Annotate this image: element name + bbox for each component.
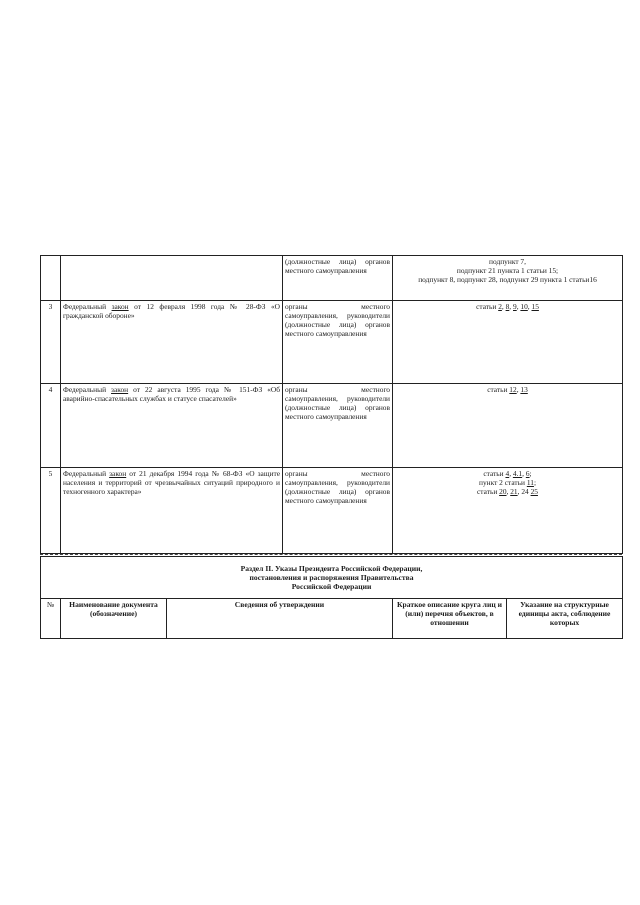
document-name	[61, 301, 283, 384]
document-name	[61, 256, 283, 301]
article-link[interactable]: 9	[513, 302, 517, 311]
structural-units	[393, 468, 623, 554]
ref-line: подпункт 21 пункта 1 статьи 15;	[456, 266, 559, 275]
section-title-line: постановления и распоряжения Правительства	[249, 573, 414, 582]
ref-line: подпункт 7,	[489, 257, 526, 266]
document-name	[61, 384, 283, 468]
header-approval: Сведения об утверждении	[167, 599, 393, 639]
document-name	[61, 468, 283, 554]
header-units: Указание на структурные единицы акта, соблюдение которых	[507, 599, 623, 639]
header-number: №	[41, 599, 61, 639]
structural-units	[393, 256, 623, 301]
section-title-line: Российской Федерации	[291, 582, 372, 591]
subject-description: органы местного самоуправления, руководители (должностные лица) органов местного самоуправления	[283, 468, 393, 554]
article-link[interactable]: 2	[498, 302, 502, 311]
article-link[interactable]: 25	[530, 487, 538, 496]
section-title-row	[41, 557, 623, 599]
subject-description: органы местного самоуправления, руководители (должностные лица) органов местного самоуправления	[283, 384, 393, 468]
law-link[interactable]: закон	[111, 302, 129, 311]
ref-line: статьи 4, 4.1, 6;	[483, 469, 532, 478]
subject-description: органы местного самоуправления, руководители (должностные лица) органов местного самоуправления	[283, 301, 393, 384]
row-number: 5	[41, 468, 61, 554]
article-number: 24	[521, 487, 529, 496]
page-break-line	[40, 554, 622, 555]
header-row	[41, 599, 623, 639]
ref-prefix: статьи	[487, 385, 510, 394]
ref-prefix: статьи	[483, 469, 506, 478]
ref-line: статьи 20, 21, 24 25	[477, 487, 538, 496]
article-link[interactable]: 6	[525, 469, 530, 478]
subject-description: (должностные лица) органов местного самоуправления	[283, 256, 393, 301]
table-row	[41, 301, 623, 384]
article-link[interactable]: 10	[520, 302, 528, 311]
law-title: от 12 февраля 1998 года № 28-ФЗ «О гражданской обороне»	[63, 302, 280, 320]
ref-line: пункт 2 статьи 11;	[479, 478, 536, 487]
ref-prefix: статьи	[477, 487, 500, 496]
law-prefix: Федеральный	[63, 385, 112, 394]
table-row	[41, 256, 623, 301]
article-link[interactable]: 4	[505, 469, 510, 478]
row-number	[41, 256, 61, 301]
ref-prefix: статьи	[476, 302, 499, 311]
law-prefix: Федеральный	[63, 469, 110, 478]
section-two-table	[40, 556, 623, 639]
law-title: от 21 декабря 1994 года № 68-ФЗ «О защите населения и территорий от чрезвычайных ситуаций природного и техногенного характера»	[63, 469, 280, 496]
article-link[interactable]: 13	[520, 385, 528, 394]
law-link[interactable]: закон	[109, 469, 127, 478]
law-title: от 22 августа 1995 года № 151-ФЗ «Об аварийно-спасательных службах и статусе спасателей»	[63, 385, 280, 403]
header-document-name: Наименование документа (обозначение)	[61, 599, 167, 639]
table-row	[41, 384, 623, 468]
section-title	[41, 557, 623, 599]
ref-line: подпункт 8, подпункт 28, подпункт 29 пункта 1 статьи16	[418, 275, 597, 284]
section-title-line: Раздел II. Указы Президента Российской Федерации,	[240, 564, 423, 573]
article-link[interactable]: 15	[531, 302, 539, 311]
row-number: 4	[41, 384, 61, 468]
article-link[interactable]: 4.1	[512, 469, 523, 478]
row-number: 3	[41, 301, 61, 384]
structural-units: статьи 12, 13	[393, 384, 623, 468]
ref-prefix: пункт 2 статьи	[479, 478, 527, 487]
laws-table	[40, 255, 623, 554]
table-row	[41, 468, 623, 554]
law-prefix: Федеральный	[63, 302, 112, 311]
article-link[interactable]: 12	[509, 385, 517, 394]
law-link[interactable]: закон	[111, 385, 129, 394]
article-link[interactable]: 21	[510, 487, 518, 496]
article-link[interactable]: 20	[499, 487, 507, 496]
header-circle: Краткое описание круга лиц и (или) перечня объектов, в отношении	[393, 599, 507, 639]
structural-units: статьи 2, 8, 9, 10, 15	[393, 301, 623, 384]
article-link[interactable]: 11	[526, 478, 534, 487]
article-link[interactable]: 8	[505, 302, 510, 311]
